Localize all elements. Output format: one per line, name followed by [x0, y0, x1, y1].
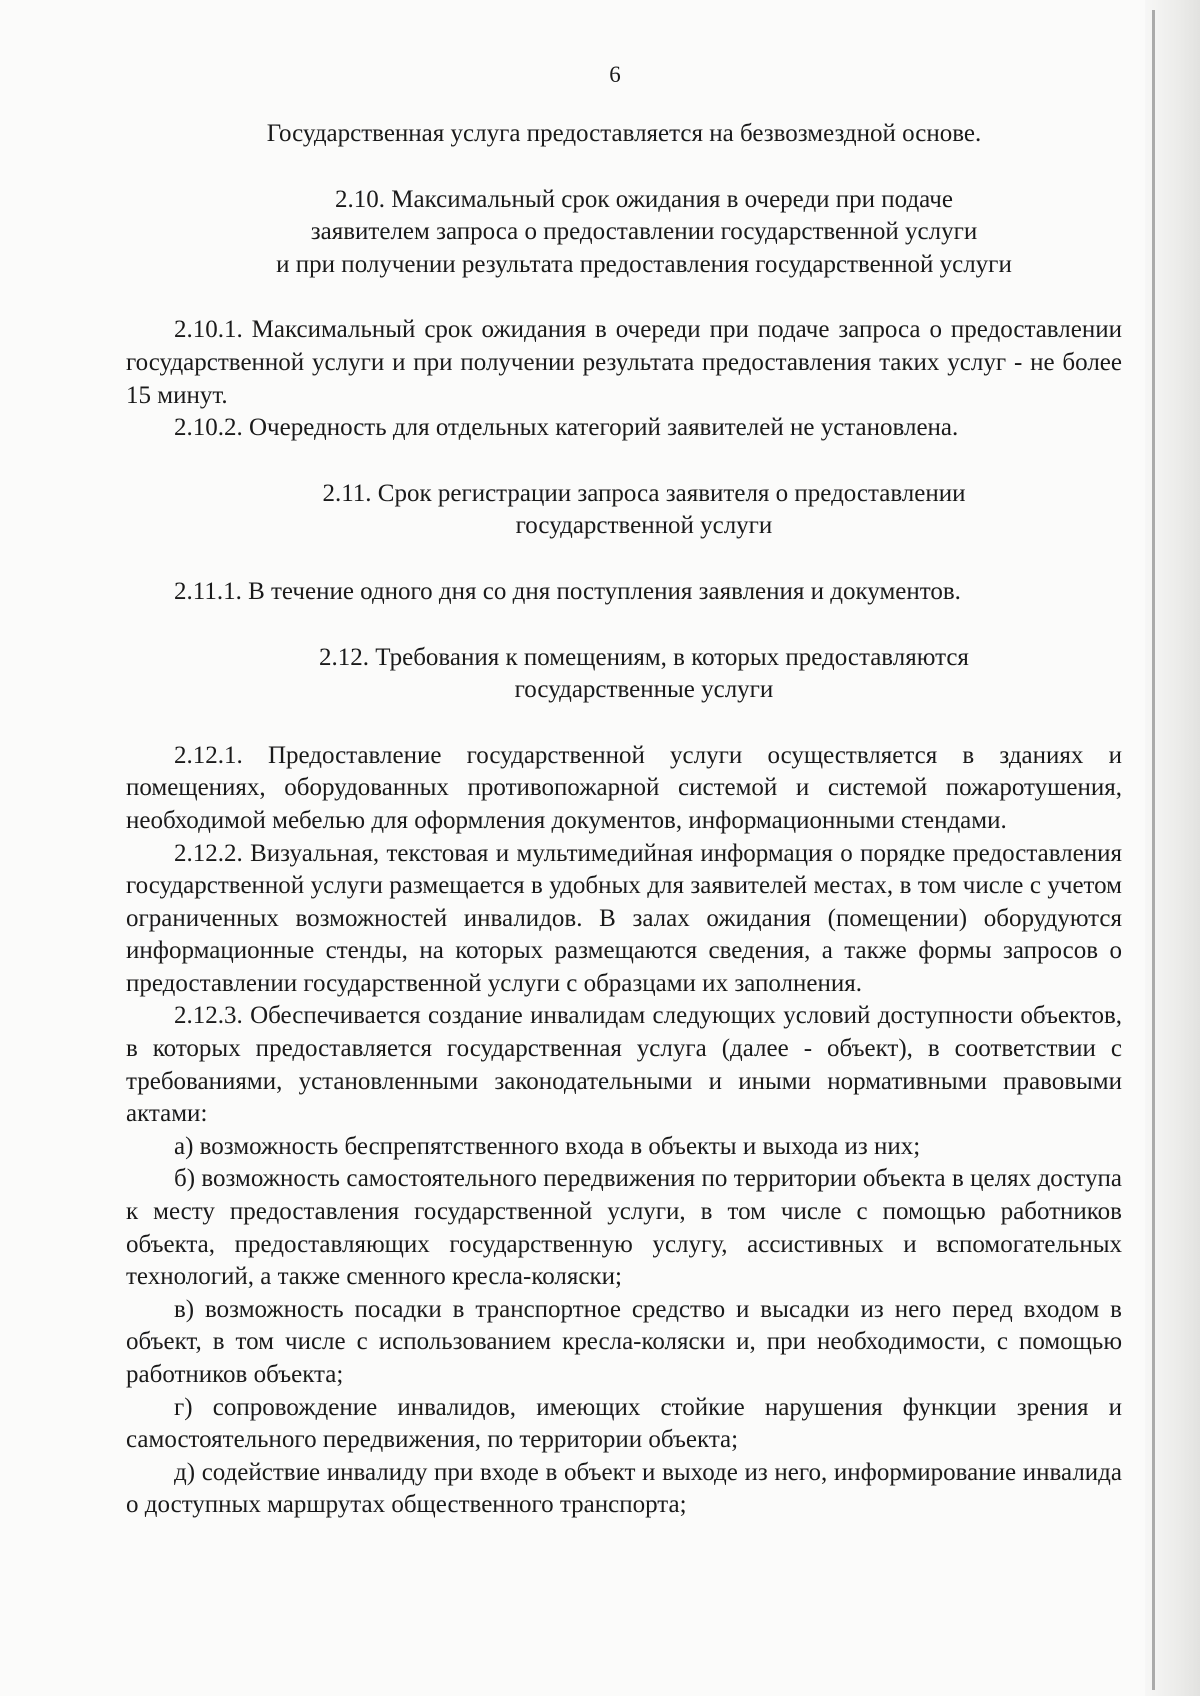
scan-edge-line [1152, 10, 1155, 1690]
paragraph-2-10-2: 2.10.2. Очередность для отдельных категорий заявителей не установлена. [174, 414, 959, 442]
section-2-10 [126, 184, 1122, 445]
list-item-g: г) сопровождение инвалидов, имеющих стойкие нарушения функции зрения и самостоятельного передвижения, по территории объекта; [126, 1393, 1122, 1454]
section-heading [126, 642, 1122, 707]
list-item-v: в) возможность посадки в транспортное средство и высадки из него перед входом в объект, в том числе с использованием кресла-коляски и, при необходимости, с помощью работников объекта; [126, 1295, 1122, 1388]
heading-line: 2.12. Требования к помещениям, в которых предоставляются [319, 643, 969, 671]
page-number: 6 [609, 62, 621, 87]
list-item-b: б) возможность самостоятельного передвижения по территории объекта в целях доступа к месту предоставления государственной услуги, в том числе с помощью работников объекта, предоставляющих государственную услугу, ассистивных и вспомогательных технологий, а также сменного кресла-коляски; [126, 1165, 1122, 1291]
section-2-12 [126, 642, 1122, 1522]
intro-text: Государственная услуга предоставляется на безвозмездной основе. [266, 120, 982, 147]
heading-line: заявителем запроса о предоставлении государственной услуги [310, 218, 978, 246]
paragraph-2-12-2: 2.12.2. Визуальная, текстовая и мультимедийная информация о порядке предоставления государственной услуги размещается в удобных для заявителей местах, в том числе с учетом ограниченных возможностей инвалидов. В залах ожидания (помещении) оборудуются информационные стенды, на которых размещаются сведения, а также формы запросов о предоставлении государственной услуги с образцами их заполнения. [126, 839, 1122, 997]
section-heading [126, 184, 1122, 282]
heading-line: государственные услуги [514, 676, 774, 704]
list-item-d: д) содействие инвалиду при входе в объект и выходе из него, информирование инвалида о доступных маршрутах общественного транспорта; [126, 1458, 1122, 1519]
heading-line: и при получении результата предоставления государственной услуги [276, 250, 1012, 278]
heading-line: государственной услуги [515, 512, 773, 540]
section-heading [126, 478, 1122, 543]
paragraph-2-10-1: 2.10.1. Максимальный срок ожидания в очереди при подаче запроса о предоставлении государственной услуги и при получении результата предоставления таких услуг - не более 15 минут. [126, 316, 1122, 409]
list-item-a: а) возможность беспрепятственного входа в объекты и выхода из них; [174, 1132, 921, 1160]
heading-line: 2.11. Срок регистрации запроса заявителя о предоставлении [322, 479, 966, 507]
document-body [126, 118, 1122, 1522]
paragraph-2-12-3: 2.12.3. Обеспечивается создание инвалидам следующих условий доступности объектов, в которых предоставляется государственная услуга (далее - объект), в соответствии с требованиями, установленными законодательными и иными нормативными правовыми актами: [126, 1002, 1122, 1128]
heading-line: 2.10. Максимальный срок ожидания в очереди при подаче [335, 185, 953, 213]
section-2-11 [126, 478, 1122, 609]
paragraph-2-11-1: 2.11.1. В течение одного дня со дня поступления заявления и документов. [174, 577, 961, 605]
paragraph-2-12-1: 2.12.1. Предоставление государственной услуги осуществляется в зданиях и помещениях, оборудованных противопожарной системой и системой пожаротушения, необходимой мебелью для оформления документов, информационными стендами. [126, 741, 1122, 834]
